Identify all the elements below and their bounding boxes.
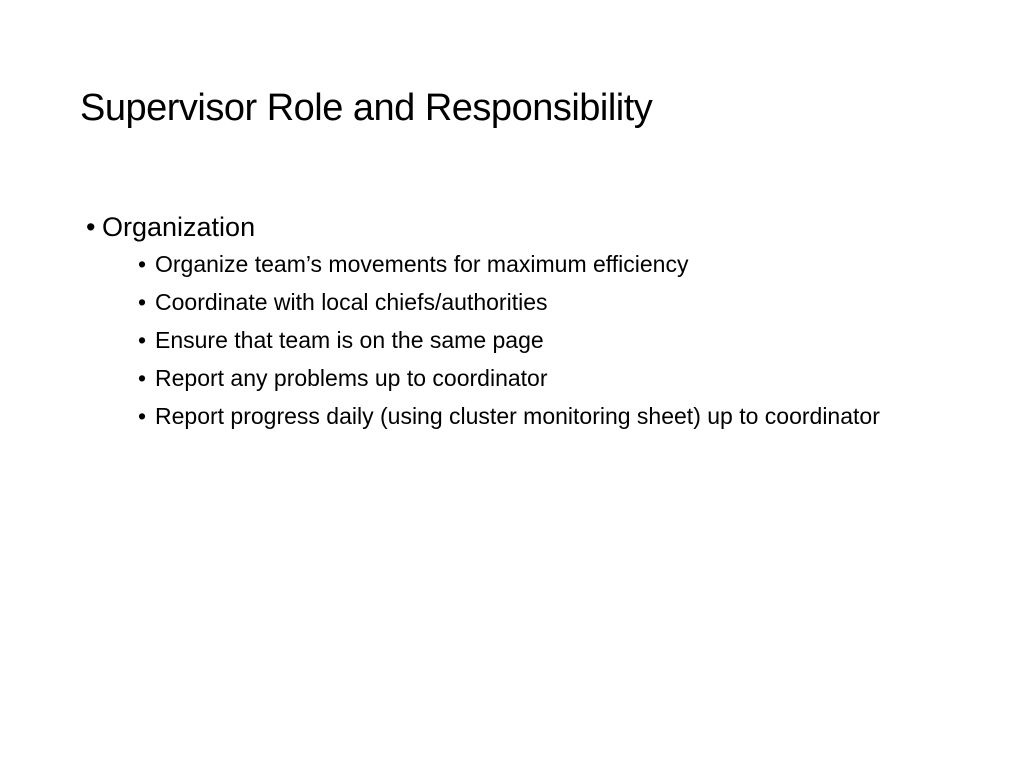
sub-bullet-text: Organize team’s movements for maximum efficiency <box>155 251 689 277</box>
bullet-icon: • <box>86 212 96 242</box>
bullet-icon: • <box>138 251 147 277</box>
sub-bullet-item <box>138 324 946 356</box>
sub-bullet-text: Report progress daily (using cluster monitoring sheet) up to coordinator <box>155 403 880 429</box>
sub-bullet-text: Coordinate with local chiefs/authorities <box>155 289 548 315</box>
sub-bullet-text: Report any problems up to coordinator <box>155 365 548 391</box>
bullet-icon: • <box>138 403 147 429</box>
sub-bullet-item <box>138 248 946 280</box>
sub-bullet-item <box>138 362 946 394</box>
bullet-icon: • <box>138 365 147 391</box>
slide-title: Supervisor Role and Responsibility <box>80 87 653 129</box>
bullet-list <box>86 208 946 438</box>
bullet-icon: • <box>138 289 147 315</box>
sub-bullet-list <box>102 248 946 432</box>
bullet-text: Organization <box>102 212 256 242</box>
bullet-item-organization <box>86 208 946 432</box>
sub-bullet-text: Ensure that team is on the same page <box>155 327 544 353</box>
sub-bullet-item <box>138 400 946 432</box>
bullet-icon: • <box>138 327 147 353</box>
sub-bullet-item <box>138 286 946 318</box>
